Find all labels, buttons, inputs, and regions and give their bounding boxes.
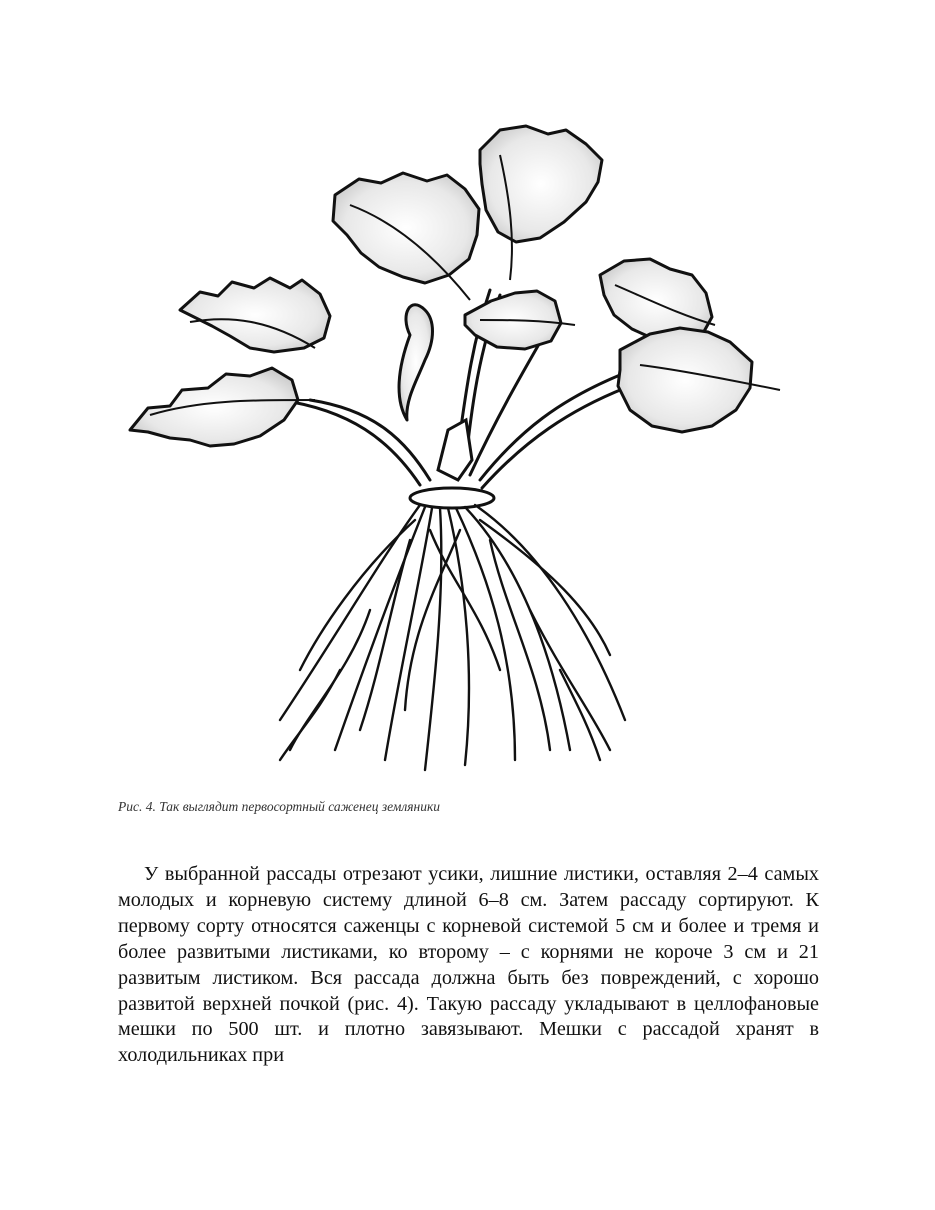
- leaf-left-lower: [130, 368, 298, 446]
- root-system: [280, 505, 625, 770]
- strawberry-seedling-illustration: [120, 110, 820, 790]
- paragraph: У выбранной рассады отрезают усики, лишние листики, оставляя 2–4 самых молодых и корневую систему длиной 6–8 см. Затем рассаду сортируют. К первому сорту относятся саженцы с корневой системой 5 см и более и тремя и более развитыми листиками, ко второму – с корнями не короче 3 см и 21 развитым листиком. Вся рассада должна быть без повреждений, с хорошо развитой верхней почкой (рис. 4). Такую рассаду укладывают в целлофановые мешки по 500 шт. и плотно завязывают. Мешки с рассадой хранят в холодильниках при: [118, 863, 819, 1067]
- leaf-center-left: [333, 173, 479, 283]
- sheath-leaf: [438, 420, 472, 480]
- leaf-center-top: [480, 126, 602, 242]
- bud-center: [399, 305, 432, 420]
- figure-caption: Рис. 4. Так выглядит первосортный саженец земляники: [118, 799, 441, 814]
- leaf-left-upper: [180, 278, 330, 352]
- body-text: [118, 862, 819, 1069]
- stem-right-2: [482, 388, 625, 488]
- crown: [410, 488, 494, 508]
